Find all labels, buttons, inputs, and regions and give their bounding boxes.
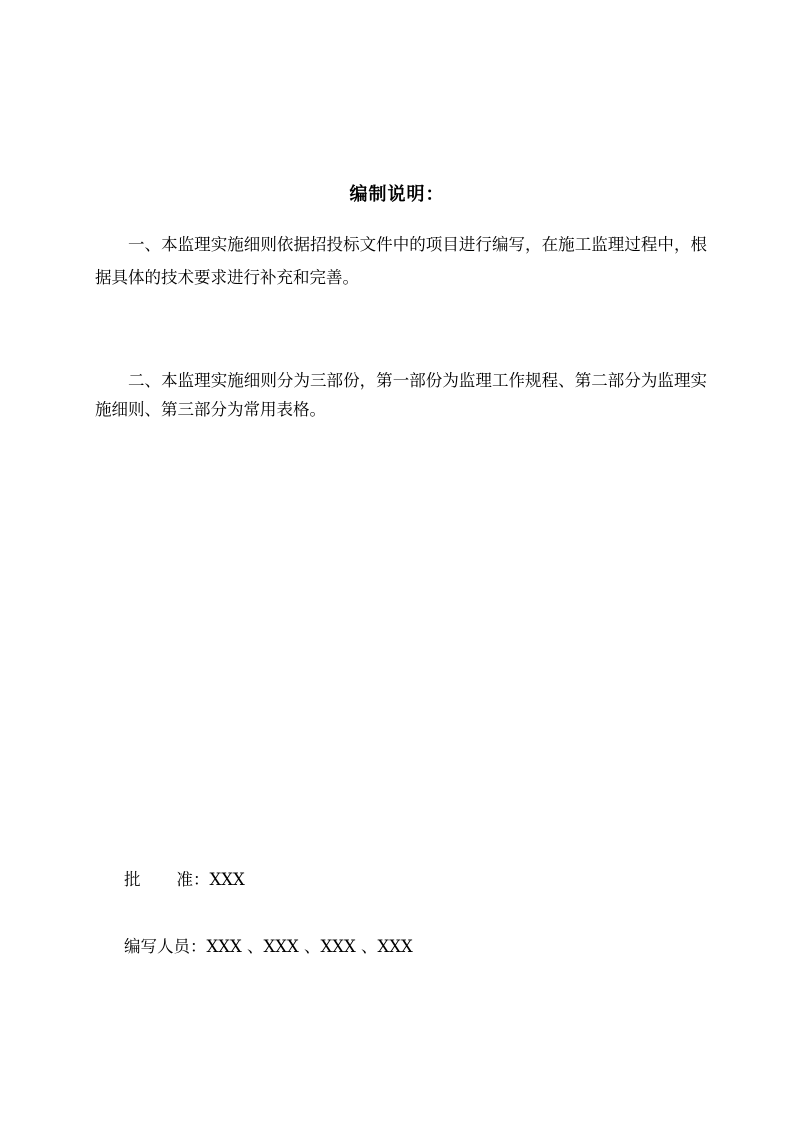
approval-value: XXX — [209, 870, 245, 889]
paragraph-2: 二、本监理实施细则分为三部份，第一部份为监理工作规程、第二部分为监理实施细则、第三部分为常用表格。 — [95, 371, 707, 419]
approval-line — [124, 868, 245, 892]
authors-value: XXX 、XXX 、XXX 、XXX — [206, 937, 413, 956]
approval-label-first: 批 — [124, 870, 141, 889]
authors-line — [124, 935, 413, 959]
approval-label-second: 准： — [176, 870, 210, 889]
document-title: 编制说明： — [349, 184, 445, 205]
paragraph-1: 一、本监理实施细则依据招投标文件中的项目进行编写，在施工监理过程中，根据具体的技术要求进行补充和完善。 — [95, 235, 707, 287]
authors-label: 编写人员： — [124, 937, 207, 956]
